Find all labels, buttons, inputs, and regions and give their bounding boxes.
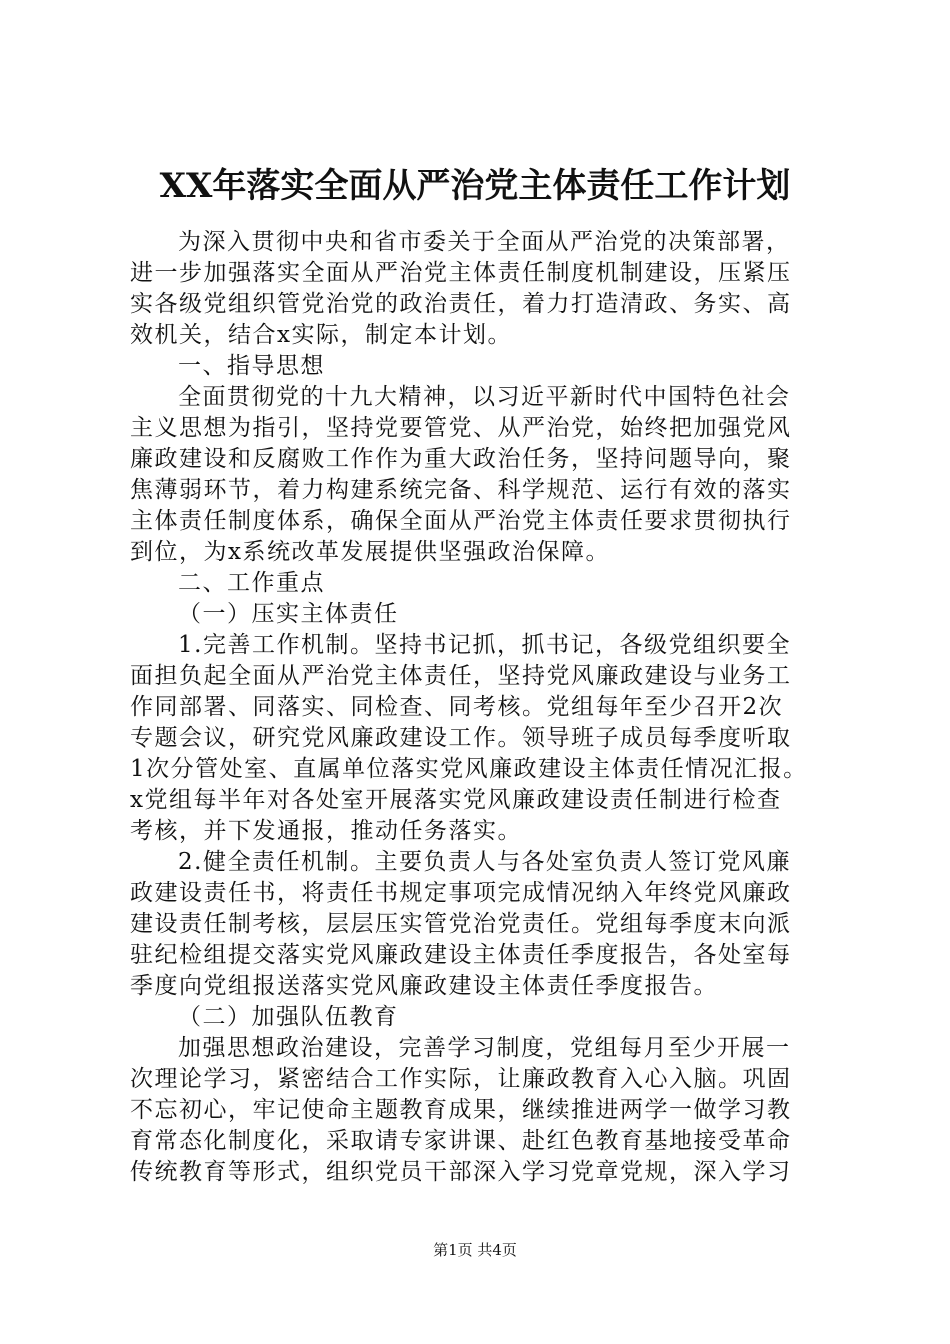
document-title: XX年落实全面从严治党主体责任工作计划 xyxy=(159,166,791,206)
paragraph-line: 主义思想为指引，坚持党要管党、从严治党，始终把加强党风 xyxy=(130,415,792,441)
paragraph-line: 2.健全责任机制。主要负责人与各处室负责人签订党风廉 xyxy=(178,849,791,875)
paragraph-line: 次理论学习，紧密结合工作实际，让廉政教育入心入脑。巩固 xyxy=(130,1066,792,1092)
paragraph-line: 到位，为x系统改革发展提供坚强政治保障。 xyxy=(130,539,610,565)
paragraph-line: 主体责任制度体系，确保全面从严治党主体责任要求贯彻执行 xyxy=(130,508,792,534)
paragraph-line: 焦薄弱环节，着力构建系统完备、科学规范、运行有效的落实 xyxy=(130,477,792,503)
paragraph-line: 二、工作重点 xyxy=(178,570,325,596)
paragraph-line: 驻纪检组提交落实党风廉政建设主体责任季度报告，各处室每 xyxy=(130,942,792,968)
paragraph-line: x党组每半年对各处室开展落实党风廉政建设责任制进行检查 xyxy=(130,787,782,813)
document-body xyxy=(130,227,830,1188)
paragraph-line: 专题会议，研究党风廉政建设工作。领导班子成员每季度听取 xyxy=(130,725,792,751)
paragraph-line: 面担负起全面从严治党主体责任，坚持党风廉政建设与业务工 xyxy=(130,663,792,689)
paragraph-line: 效机关，结合x实际，制定本计划。 xyxy=(130,322,512,348)
paragraph-line: 全面贯彻党的十九大精神，以习近平新时代中国特色社会 xyxy=(178,384,791,410)
paragraph-line: 加强思想政治建设，完善学习制度，党组每月至少开展一 xyxy=(178,1035,791,1061)
paragraph-line: 1次分管处室、直属单位落实党风廉政建设主体责任情况汇报。 xyxy=(130,756,808,782)
paragraph-line: （一）压实主体责任 xyxy=(178,601,399,627)
paragraph-line: 育常态化制度化，采取请专家讲课、赴红色教育基地接受革命 xyxy=(130,1128,792,1154)
paragraph-line: 不忘初心，牢记使命主题教育成果，继续推进两学一做学习教 xyxy=(130,1097,792,1123)
paragraph-line: 作同部署、同落实、同检查、同考核。党组每年至少召开2次 xyxy=(130,694,784,720)
paragraph-line: 一、指导思想 xyxy=(178,353,325,379)
paragraph-line: 政建设责任书，将责任书规定事项完成情况纳入年终党风廉政 xyxy=(130,880,792,906)
page-footer: 第1页 共4页 xyxy=(433,1241,517,1259)
paragraph-line: 为深入贯彻中央和省市委关于全面从严治党的决策部署， xyxy=(178,229,791,255)
paragraph-line: 1.完善工作机制。坚持书记抓，抓书记，各级党组织要全 xyxy=(178,632,791,658)
paragraph-line: 实各级党组织管党治党的政治责任，着力打造清政、务实、高 xyxy=(130,291,792,317)
paragraph-line: 建设责任制考核，层层压实管党治党责任。党组每季度末向派 xyxy=(130,911,792,937)
paragraph-line: （二）加强队伍教育 xyxy=(178,1004,399,1030)
paragraph-line: 进一步加强落实全面从严治党主体责任制度机制建设，压紧压 xyxy=(130,260,792,286)
paragraph-line: 季度向党组报送落实党风廉政建设主体责任季度报告。 xyxy=(130,973,718,999)
paragraph-line: 考核，并下发通报，推动任务落实。 xyxy=(130,818,522,844)
paragraph-line: 传统教育等形式，组织党员干部深入学习党章党规，深入学习 xyxy=(130,1159,792,1185)
paragraph-line: 廉政建设和反腐败工作作为重大政治任务，坚持问题导向，聚 xyxy=(130,446,792,472)
